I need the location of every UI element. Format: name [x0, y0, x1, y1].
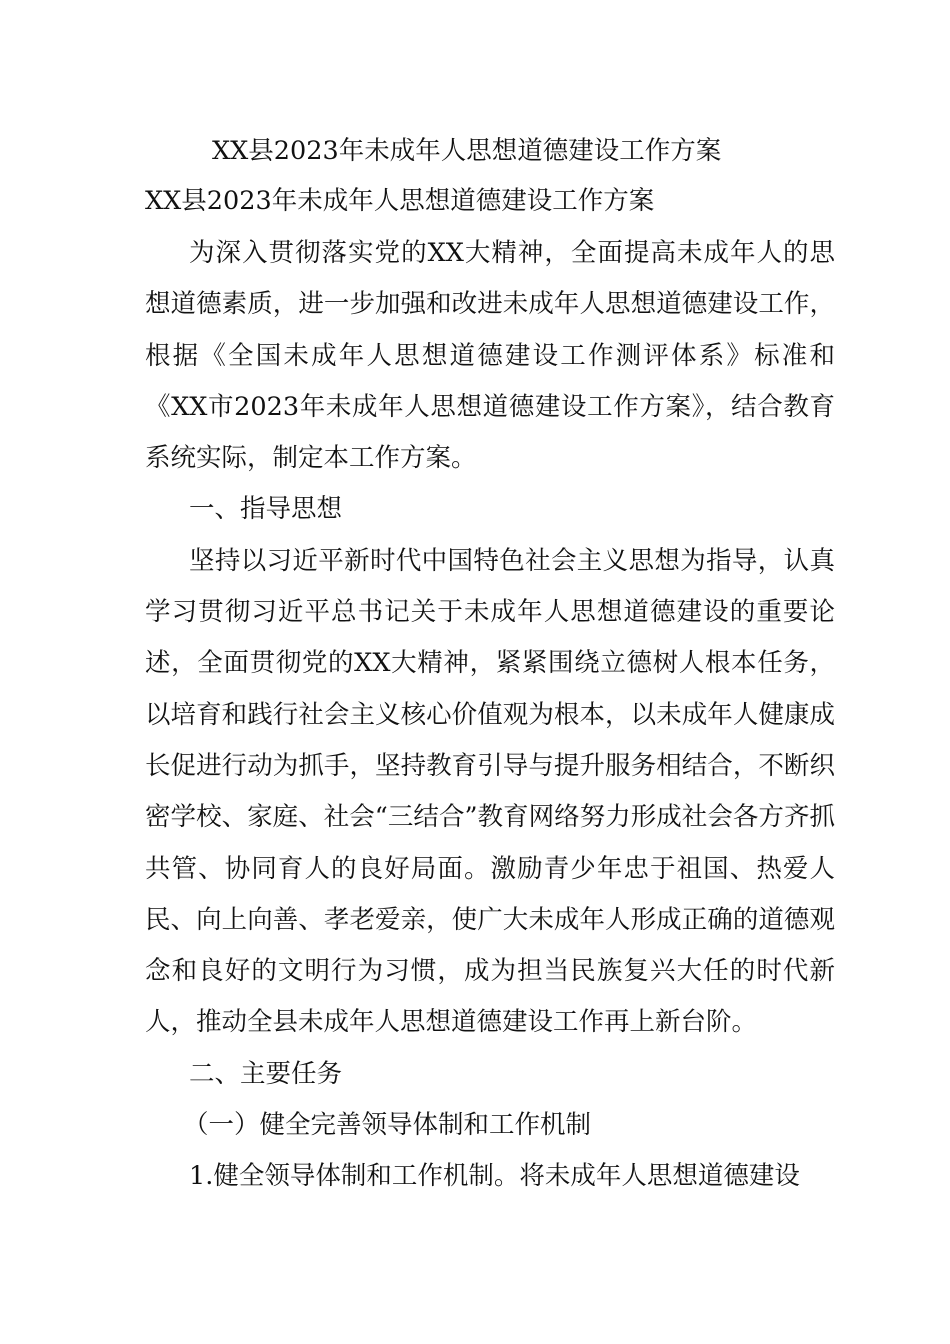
list-item-1: 1.健全领导体制和工作机制。将未成年人思想道德建设	[189, 1161, 800, 1192]
guiding-ideology-paragraph: 坚持以习近平新时代中国特色社会主义思想为指导，认真学习贯彻习近平总书记关于未成年人思想道德建设的重要论述，全面贯彻党的XX大精神，紧紧围绕立德树人根本任务，以培育和践行社会主义核心价值观为根本，以未成年人健康成长促进行动为抓手，坚持教育引导与提升服务相结合，不断织密学校、家庭、社会“三结合”教育网络努力形成社会各方齐抓共管、协同育人的良好局面。激励青少年忠于祖国、热爱人民、向上向善、孝老爱亲，使广大未成年人形成正确的道德观念和良好的文明行为习惯，成为担当民族复兴大任的时代新人，推动全县未成年人思想道德建设工作再上新台阶。	[145, 545, 835, 1038]
subsection-heading-leadership-system: （一）健全完善领导体制和工作机制	[183, 1110, 592, 1141]
document-title-repeat: XX县2023年未成年人思想道德建设工作方案	[145, 186, 655, 216]
document-title: XX县2023年未成年人思想道德建设工作方案	[212, 136, 722, 166]
section-heading-guiding-ideology: 一、指导思想	[189, 494, 343, 525]
section-heading-main-tasks: 二、主要任务	[189, 1058, 343, 1089]
intro-paragraph: 为深入贯彻落实党的XX大精神，全面提高未成年人的思想道德素质，进一步加强和改进未成年人思想道德建设工作，根据《全国未成年人思想道德建设工作测评体系》标准和《XX市2023年未成年人思想道德建设工作方案》，结合教育系统实际，制定本工作方案。	[145, 238, 835, 474]
document-body	[145, 228, 835, 1203]
